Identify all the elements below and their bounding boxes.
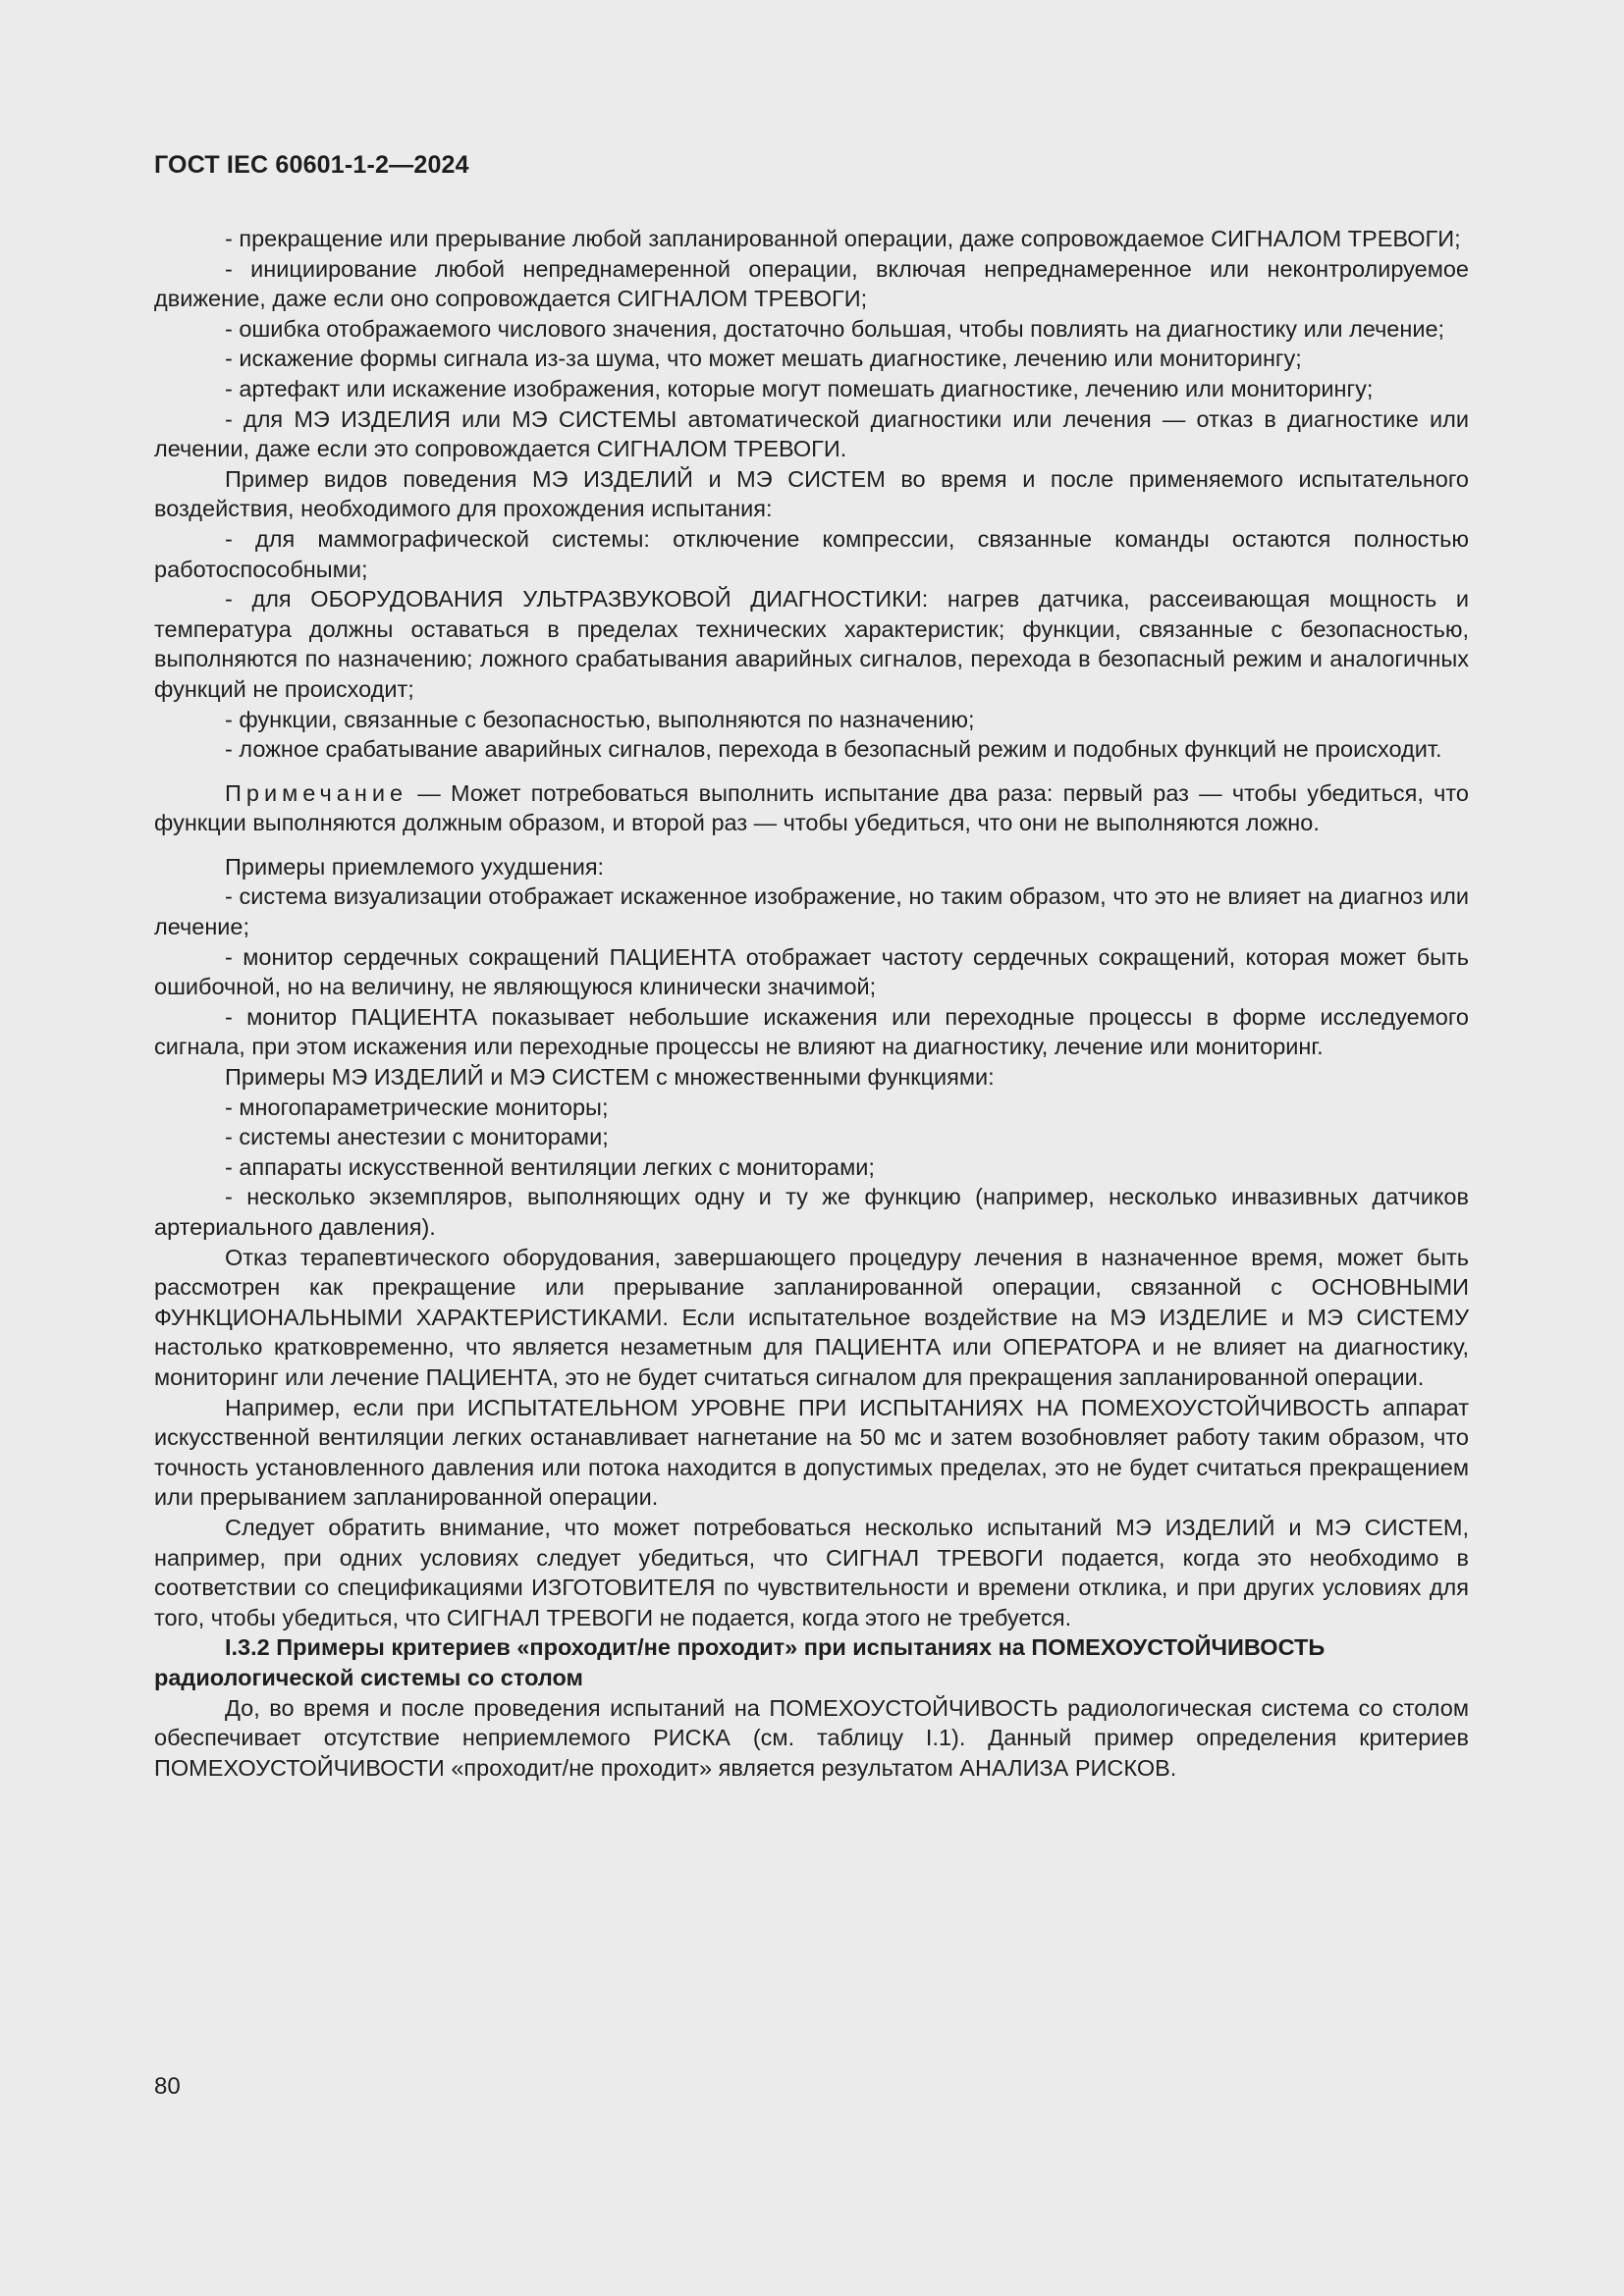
- paragraph: Например, если при ИСПЫТАТЕЛЬНОМ УРОВНЕ ПРИ ИСПЫТАНИЯХ НА ПОМЕХОУСТОЙЧИВОСТЬ аппарат искусственной вентиляции легких останавливает нагнетание на 50 мс и затем возобновляет работу таким образом, что точность установленного давления или потока находится в допустимых пределах, это не будет считаться прекращением или прерыванием запланированной операции.: [154, 1394, 1469, 1511]
- paragraph: - несколько экземпляров, выполняющих одну и ту же функцию (например, несколько инвазивных датчиков артериального давления).: [154, 1184, 1469, 1240]
- paragraph: - для ОБОРУДОВАНИЯ УЛЬТРАЗВУКОВОЙ ДИАГНОСТИКИ: нагрев датчика, рассеивающая мощность и температура должны оставаться в пределах технических характеристик; функции, связанные с безопасностью, выполняются по назначению; ложного срабатывания аварийных сигналов, перехода в безопасный режим и аналогичных функций не происходит;: [154, 586, 1469, 702]
- paragraph: Пример видов поведения МЭ ИЗДЕЛИЙ и МЭ СИСТЕМ во время и после применяемого испытательного воздействия, необходимого для прохождения испытания:: [154, 465, 1469, 522]
- paragraph: До, во время и после проведения испытаний на ПОМЕХОУСТОЙЧИВОСТЬ радиологическая система со столом обеспечивает отсутствие неприемлемого РИСКА (см. таблицу I.1). Данный пример определения критериев ПОМЕХОУСТОЙЧИВОСТИ «проходит/не проходит» является результатом АНАЛИЗА РИСКОВ.: [154, 1694, 1469, 1781]
- paragraph: Отказ терапевтического оборудования, завершающего процедуру лечения в назначенное время, может быть рассмотрен как прекращение или прерывание запланированной операции, связанной с ОСНОВНЫМИ ФУНКЦИОНАЛЬНЫМИ ХАРАКТЕРИСТИКАМИ. Если испытательное воздействие на МЭ ИЗДЕЛИЕ и МЭ СИСТЕМУ настолько кратковременно, что является незаметным для ПАЦИЕНТА или ОПЕРАТОРА и не влияет на диагностику, мониторинг или лечение ПАЦИЕНТА, это не будет считаться сигналом для прекращения запланированной операции.: [154, 1244, 1469, 1390]
- paragraph: - функции, связанные с безопасностью, выполняются по назначению;: [225, 706, 975, 732]
- paragraph: - ошибка отображаемого числового значения, достаточно большая, чтобы повлиять на диагностику или лечение;: [225, 315, 1445, 342]
- paragraph: - артефакт или искажение изображения, которые могут помешать диагностике, лечению или мониторингу;: [225, 375, 1374, 401]
- document-header: ГОСТ IEC 60601-1-2—2024: [154, 151, 469, 179]
- paragraph: Примеры МЭ ИЗДЕЛИЙ и МЭ СИСТЕМ с множественными функциями:: [225, 1064, 995, 1091]
- section-heading: I.3.2 Примеры критериев «проходит/не проходит» при испытаниях на ПОМЕХОУСТОЙЧИВОСТЬ радиологической системы со столом: [154, 1634, 1326, 1690]
- paragraph: Примеры приемлемого ухудшения:: [225, 853, 605, 880]
- paragraph: - прекращение или прерывание любой запланированной операции, даже сопровождаемое СИГНАЛОМ ТРЕВОГИ;: [225, 226, 1461, 251]
- page-number: 80: [154, 2073, 181, 2100]
- paragraph: - искажение формы сигнала из-за шума, что может мешать диагностике, лечению или мониторингу;: [225, 346, 1302, 372]
- note-text: — Может потребоваться выполнить испытание два раза: первый раз — чтобы убедиться, что функции выполняются должным образом, и второй раз — чтобы убедиться, что они не выполняются ложно.: [154, 779, 1469, 836]
- paragraph: - аппараты искусственной вентиляции легких с мониторами;: [225, 1153, 875, 1180]
- paragraph: - монитор сердечных сокращений ПАЦИЕНТА отображает частоту сердечных сокращений, которая может быть ошибочной, но на величину, не являющуюся клинически значимой;: [154, 943, 1469, 1000]
- paragraph: Следует обратить внимание, что может потребоваться несколько испытаний МЭ ИЗДЕЛИЙ и МЭ СИСТЕМ, например, при одних условиях следует убедиться, что СИГНАЛ ТРЕВОГИ подается, когда это необходимо в соответствии со спецификациями ИЗГОТОВИТЕЛЯ по чувствительности и времени отклика, и при других условиях для того, чтобы убедиться, что СИГНАЛ ТРЕВОГИ не подается, когда этого не требуется.: [154, 1514, 1469, 1630]
- paragraph: - ложное срабатывание аварийных сигналов, перехода в безопасный режим и подобных функций не происходит.: [225, 736, 1442, 763]
- paragraph: - для маммографической системы: отключение компрессии, связанные команды остаются полностью работоспособными;: [154, 525, 1469, 582]
- paragraph: - система визуализации отображает искаженное изображение, но таким образом, что это не влияет на диагноз или лечение;: [154, 883, 1469, 940]
- note: [154, 778, 1469, 838]
- note-label: Примечание: [225, 779, 408, 806]
- document-body: [154, 224, 1469, 1783]
- paragraph: - для МЭ ИЗДЕЛИЯ или МЭ СИСТЕМЫ автоматической диагностики или лечения — отказ в диагностике или лечении, даже если это сопровождается СИГНАЛОМ ТРЕВОГИ.: [154, 405, 1469, 462]
- paragraph: - инициирование любой непреднамеренной операции, включая непреднамеренное или неконтролируемое движение, даже если оно сопровождается СИГНАЛОМ ТРЕВОГИ;: [154, 255, 1469, 312]
- paragraph: - многопараметрические мониторы;: [225, 1094, 609, 1120]
- paragraph: - монитор ПАЦИЕНТА показывает небольшие искажения или переходные процессы в форме исследуемого сигнала, при этом искажения или переходные процессы не влияют на диагностику, лечение или мониторинг.: [154, 1003, 1469, 1060]
- paragraph: - системы анестезии с мониторами;: [225, 1124, 609, 1150]
